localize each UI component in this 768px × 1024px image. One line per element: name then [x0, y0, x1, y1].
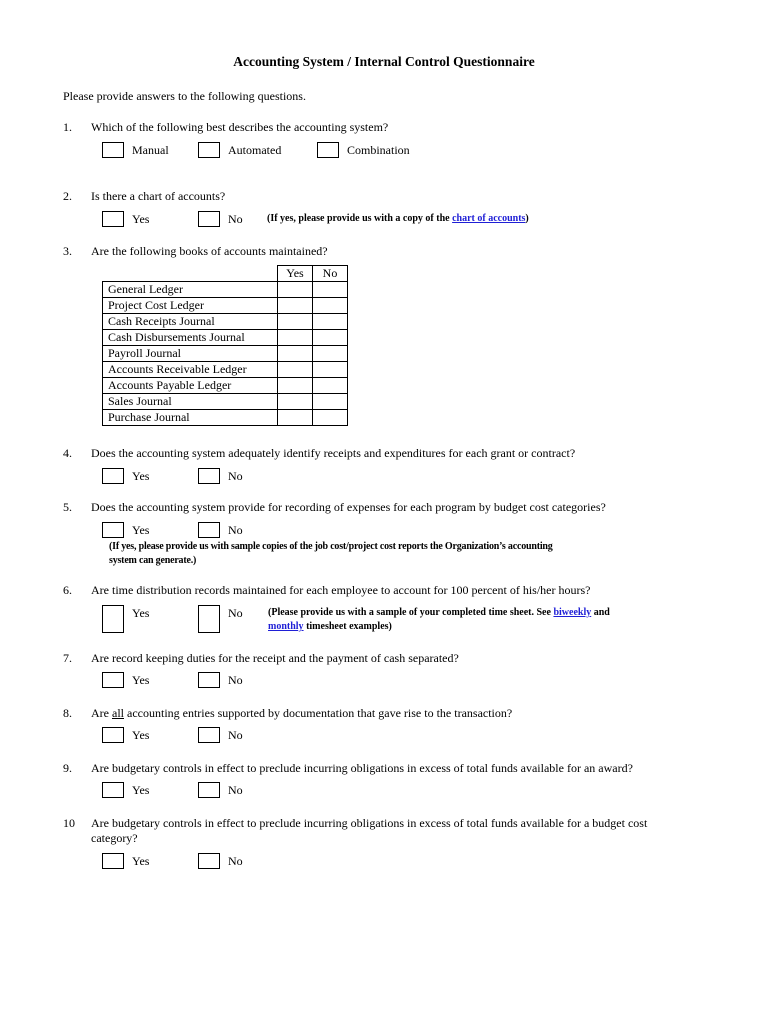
checkbox[interactable]: [102, 211, 124, 227]
checkbox[interactable]: [198, 853, 220, 869]
column-header-yes: Yes: [278, 266, 313, 282]
yes-cell[interactable]: [278, 378, 313, 394]
book-name: Cash Disbursements Journal: [103, 330, 278, 346]
no-cell[interactable]: [313, 330, 348, 346]
table-row: [103, 346, 348, 362]
book-name: Purchase Journal: [103, 410, 278, 426]
question-number: 9.: [63, 761, 72, 775]
option-label: No: [228, 212, 243, 226]
option-label: Yes: [132, 606, 150, 620]
no-cell[interactable]: [313, 282, 348, 298]
question-number: 3.: [63, 244, 72, 258]
checkbox[interactable]: [198, 605, 220, 633]
option-label: No: [228, 523, 243, 537]
question-number: 1.: [63, 120, 72, 134]
option-label: No: [228, 854, 243, 868]
question-number: 8.: [63, 706, 72, 720]
table-row: [103, 298, 348, 314]
question-text: Are budgetary controls in effect to preclude incurring obligations in excess of total funds available for an award?: [91, 761, 633, 775]
checkbox[interactable]: [198, 672, 220, 688]
question-text: Are all accounting entries supported by documentation that gave rise to the transaction?: [91, 706, 513, 720]
option-label: No: [228, 783, 243, 797]
checkbox[interactable]: [198, 727, 220, 743]
table-row: [103, 330, 348, 346]
q5-note: [109, 540, 553, 568]
book-name: Payroll Journal: [103, 346, 278, 362]
option-label: Combination: [347, 143, 410, 157]
question-number: 5.: [63, 500, 72, 514]
intro-text: Please provide answers to the following questions.: [63, 89, 306, 103]
q5-note-line-1: (If yes, please provide us with sample copies of the job cost/project cost reports the Organization’s accounting: [109, 541, 553, 552]
question-text: Are budgetary controls in effect to preclude incurring obligations in excess of total funds available for a budget cost category?: [91, 816, 648, 845]
checkbox[interactable]: [198, 782, 220, 798]
q6-note: (Please provide us with a sample of your completed time sheet. See biweekly and monthly timesheet examples): [268, 607, 610, 632]
question-text: Does the accounting system provide for recording of expenses for each program by budget cost categories?: [91, 500, 606, 514]
checkbox[interactable]: [102, 672, 124, 688]
option-label: No: [228, 469, 243, 483]
table-header-row: [103, 266, 348, 282]
option-label: Yes: [132, 783, 150, 797]
table-header-blank: [103, 266, 278, 282]
no-cell[interactable]: [313, 314, 348, 330]
yes-cell[interactable]: [278, 282, 313, 298]
checkbox[interactable]: [198, 211, 220, 227]
book-name: Accounts Payable Ledger: [103, 378, 278, 394]
yes-cell[interactable]: [278, 330, 313, 346]
checkbox[interactable]: [198, 142, 220, 158]
checkbox[interactable]: [102, 853, 124, 869]
question-number: 2.: [63, 189, 72, 203]
checkbox[interactable]: [102, 605, 124, 633]
checkbox[interactable]: [317, 142, 339, 158]
option-label: Yes: [132, 212, 150, 226]
option-label: No: [228, 606, 243, 620]
no-cell[interactable]: [313, 378, 348, 394]
yes-cell[interactable]: [278, 410, 313, 426]
question-number: 6.: [63, 583, 72, 597]
q5-note-line-2: system can generate.): [109, 555, 197, 566]
book-name: Project Cost Ledger: [103, 298, 278, 314]
book-name: Cash Receipts Journal: [103, 314, 278, 330]
yes-cell[interactable]: [278, 314, 313, 330]
no-cell[interactable]: [313, 394, 348, 410]
monthly-link[interactable]: monthly: [268, 621, 304, 632]
option-label: No: [228, 728, 243, 742]
option-label: Manual: [132, 143, 169, 157]
yes-cell[interactable]: [278, 394, 313, 410]
table-row: [103, 410, 348, 426]
chart-of-accounts-link[interactable]: chart of accounts: [452, 213, 526, 224]
question-number: 4.: [63, 446, 72, 460]
table-row: [103, 282, 348, 298]
question-text: Is there a chart of accounts?: [91, 189, 226, 203]
question-text: Are the following books of accounts maintained?: [91, 244, 328, 258]
checkbox[interactable]: [198, 522, 220, 538]
book-name: Sales Journal: [103, 394, 278, 410]
checkbox[interactable]: [198, 468, 220, 484]
no-cell[interactable]: [313, 410, 348, 426]
book-name: General Ledger: [103, 282, 278, 298]
checkbox[interactable]: [102, 727, 124, 743]
option-label: Yes: [132, 728, 150, 742]
checkbox[interactable]: [102, 142, 124, 158]
yes-cell[interactable]: [278, 362, 313, 378]
option-label: Yes: [132, 673, 150, 687]
question-10: [63, 816, 703, 848]
yes-cell[interactable]: [278, 346, 313, 362]
option-label: No: [228, 673, 243, 687]
table-row: [103, 378, 348, 394]
no-cell[interactable]: [313, 362, 348, 378]
yes-cell[interactable]: [278, 298, 313, 314]
option-label: Automated: [228, 143, 282, 157]
question-number: 10: [63, 816, 75, 830]
option-label: Yes: [132, 854, 150, 868]
question-text: Are time distribution records maintained for each employee to account for 100 percent of his/her hours?: [91, 583, 591, 597]
option-label: Yes: [132, 523, 150, 537]
book-name: Accounts Receivable Ledger: [103, 362, 278, 378]
page-title: Accounting System / Internal Control Questionnaire: [233, 54, 535, 69]
question-text: Does the accounting system adequately identify receipts and expenditures for each grant or contract?: [91, 446, 576, 460]
table-row: [103, 314, 348, 330]
books-table: [102, 265, 348, 426]
no-cell[interactable]: [313, 346, 348, 362]
q2-note: (If yes, please provide us with a copy of the chart of accounts): [267, 213, 529, 224]
biweekly-link[interactable]: biweekly: [553, 607, 592, 618]
no-cell[interactable]: [313, 298, 348, 314]
table-row: [103, 394, 348, 410]
table-row: [103, 362, 348, 378]
question-text: Which of the following best describes the accounting system?: [91, 120, 389, 134]
option-label: Yes: [132, 469, 150, 483]
checkbox[interactable]: [102, 522, 124, 538]
column-header-no: No: [313, 266, 348, 282]
checkbox[interactable]: [102, 782, 124, 798]
question-number: 7.: [63, 651, 72, 665]
question-text: Are record keeping duties for the receipt and the payment of cash separated?: [91, 651, 459, 665]
checkbox[interactable]: [102, 468, 124, 484]
